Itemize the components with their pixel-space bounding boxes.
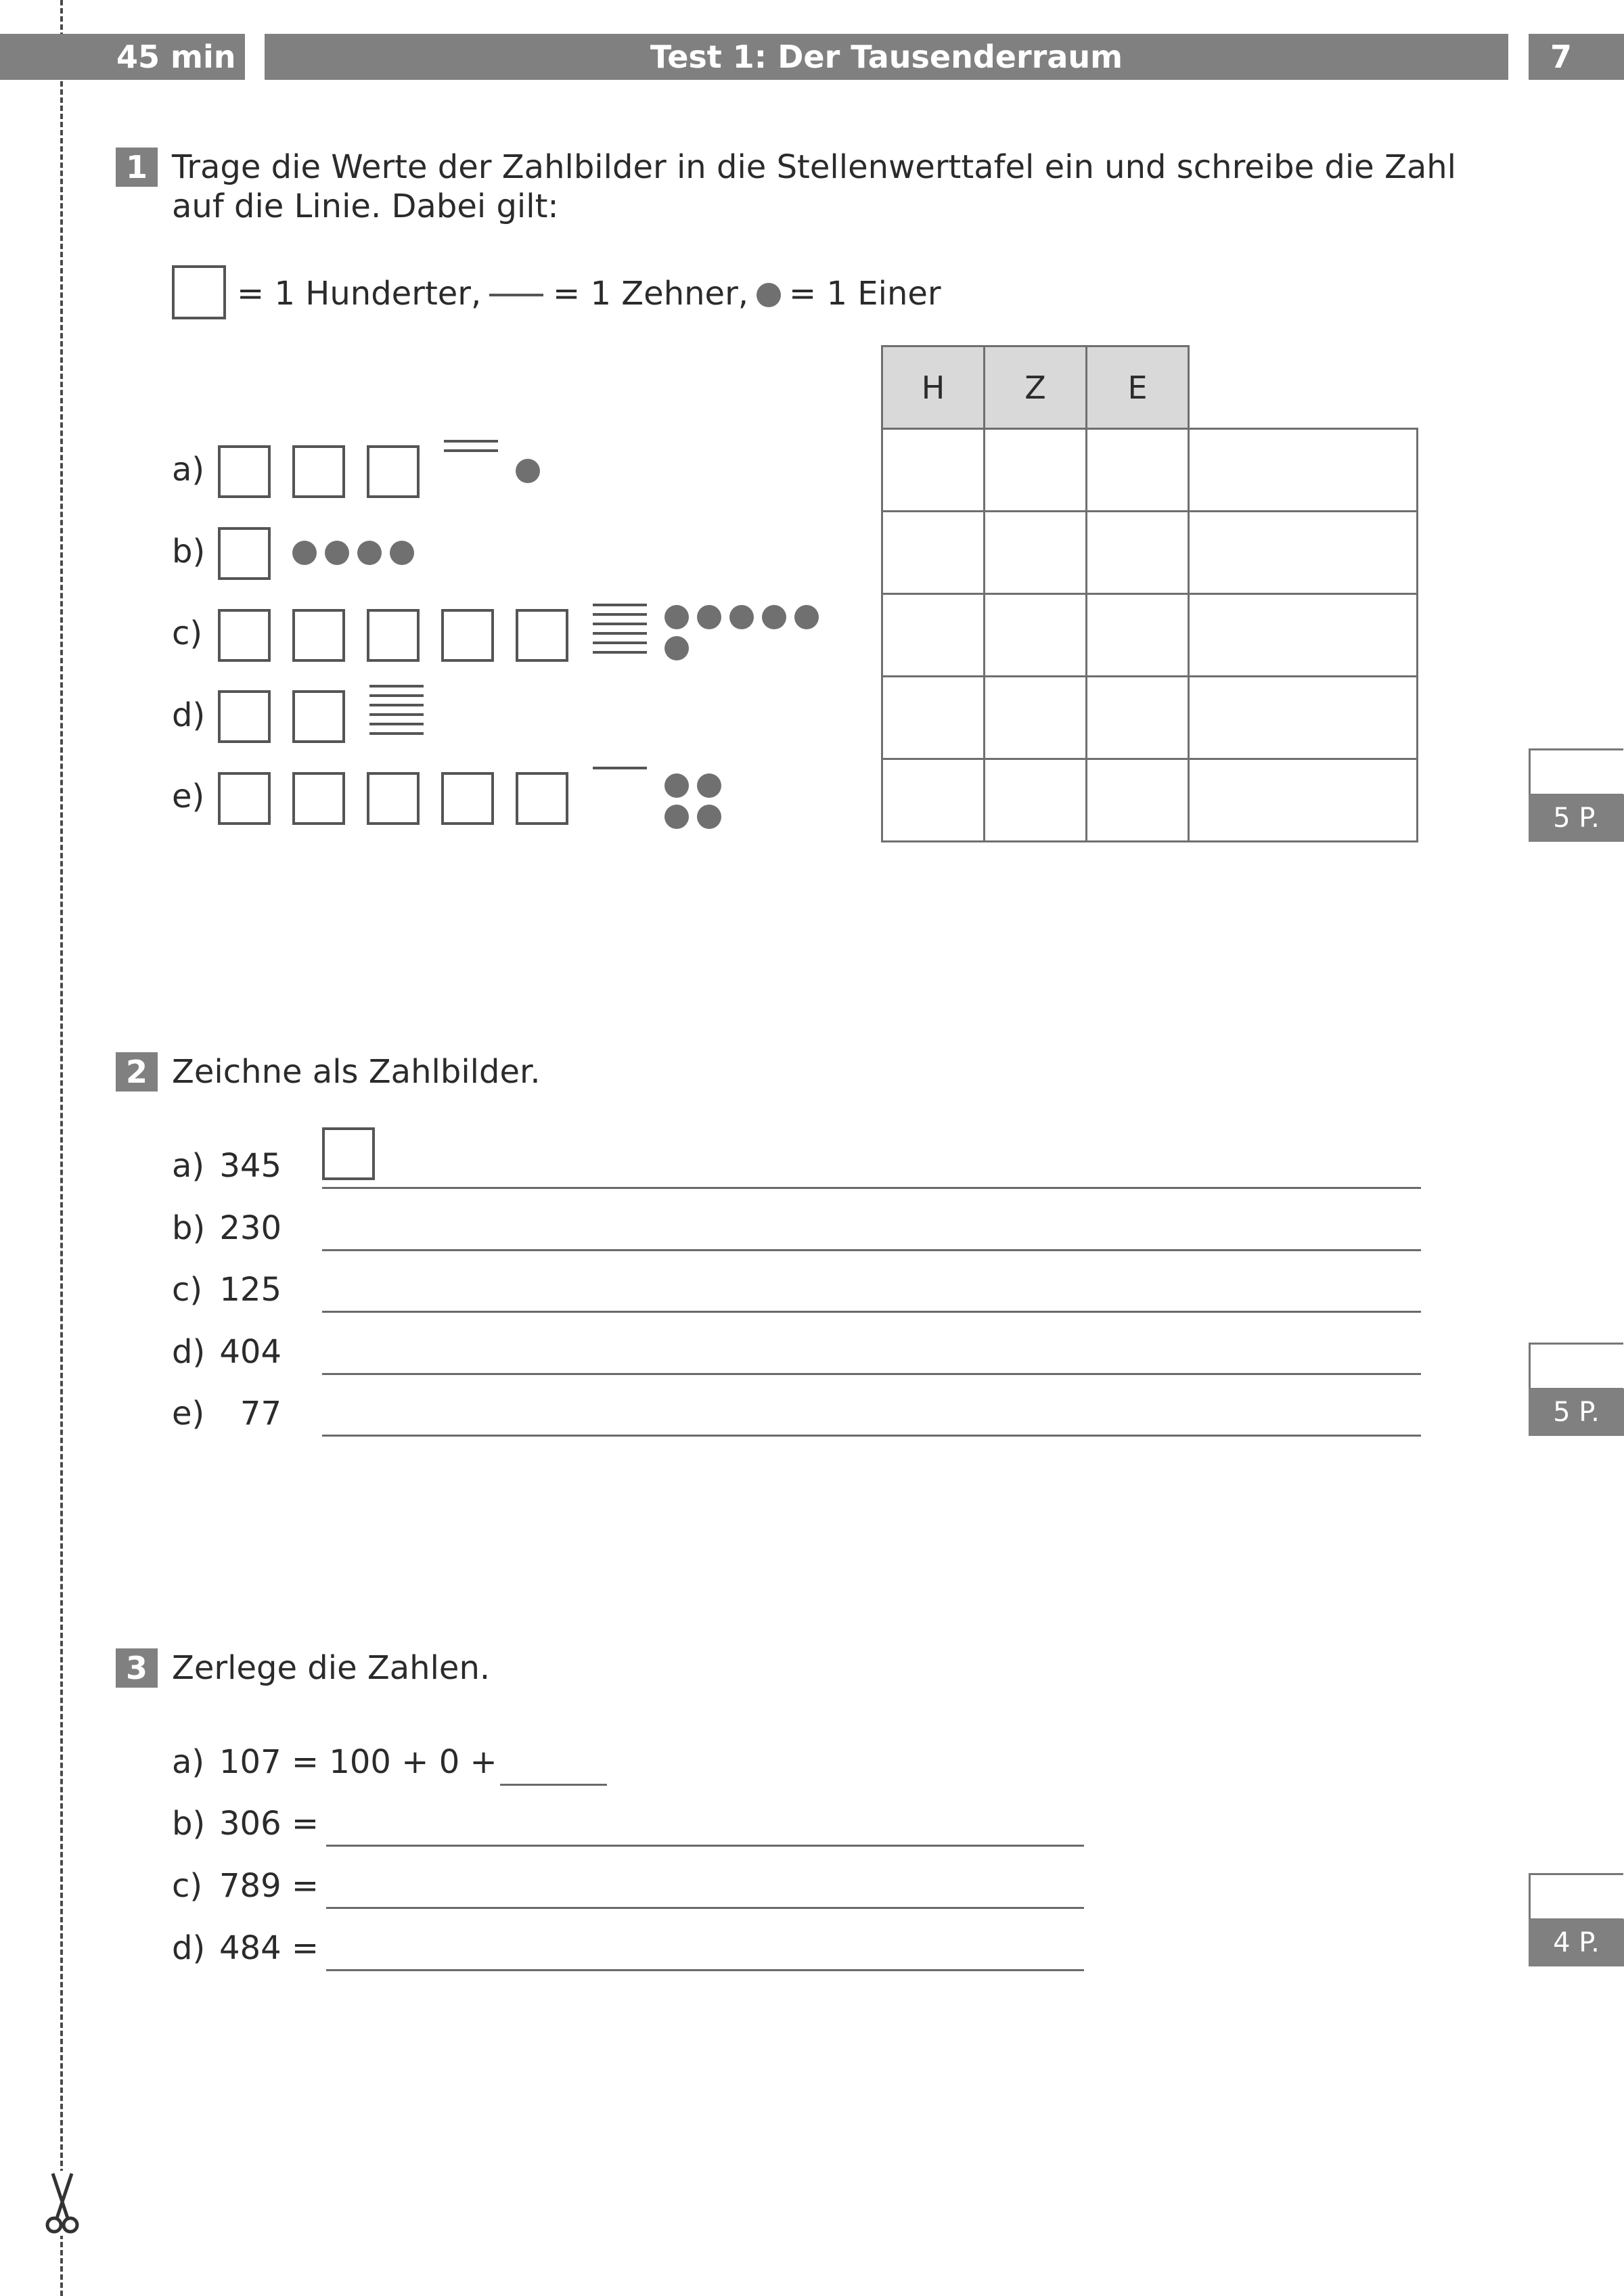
one-dot-icon	[325, 541, 349, 565]
hundred-square-icon	[292, 609, 345, 662]
ten-bar-icon	[593, 767, 647, 769]
cell-number[interactable]	[1189, 677, 1418, 759]
ten-bar-icon	[369, 732, 424, 735]
task2-value-b: 230	[219, 1209, 281, 1247]
answer-line[interactable]	[322, 1187, 1421, 1189]
cell-h[interactable]	[882, 677, 985, 759]
task3-text-b: 306 =	[219, 1805, 319, 1843]
one-dot-icon	[664, 636, 689, 660]
answer-line[interactable]	[326, 1845, 1084, 1847]
table-header-e: E	[1087, 346, 1189, 429]
task2-label-b: b)	[172, 1209, 206, 1247]
cell-number[interactable]	[1189, 594, 1418, 677]
hundred-square-icon	[218, 445, 271, 498]
task2-label-c: c)	[172, 1271, 203, 1309]
header-time: 45 min	[116, 39, 236, 75]
cell-z[interactable]	[985, 759, 1087, 842]
table-row	[882, 677, 1418, 759]
task-number-1: 1	[116, 148, 158, 187]
answer-line[interactable]	[322, 1249, 1421, 1251]
cell-z[interactable]	[985, 429, 1087, 512]
ten-bar-icon	[593, 604, 647, 606]
cell-number[interactable]	[1189, 512, 1418, 594]
task3-label-b: b)	[172, 1805, 206, 1843]
page-number: 7	[1550, 39, 1573, 75]
points-label: 5 P.	[1529, 1389, 1624, 1436]
one-dot-icon	[697, 605, 721, 629]
ten-bar-icon	[369, 723, 424, 725]
one-dot-icon	[516, 459, 540, 483]
cell-number[interactable]	[1189, 759, 1418, 842]
one-dot-icon	[762, 605, 786, 629]
place-value-table	[881, 345, 1418, 842]
hundred-square-icon	[292, 772, 345, 825]
ten-bar-icon	[369, 685, 424, 688]
one-dot-icon	[664, 773, 689, 798]
answer-line[interactable]	[500, 1784, 607, 1786]
cell-z[interactable]	[985, 594, 1087, 677]
hundred-square-icon	[292, 690, 345, 743]
ten-bar-icon	[593, 632, 647, 635]
one-dot-icon	[664, 805, 689, 829]
hundred-square-icon	[218, 690, 271, 743]
hundred-square-icon	[218, 527, 271, 580]
points-label: 4 P.	[1529, 1919, 1624, 1966]
points-label: 5 P.	[1529, 794, 1624, 842]
cell-e[interactable]	[1087, 429, 1189, 512]
ten-bar-icon	[593, 651, 647, 654]
ten-bar-icon	[369, 713, 424, 716]
hundred-square-icon	[441, 772, 494, 825]
scissors-icon	[41, 2171, 84, 2236]
legend-tens: = 1 Zehner,	[553, 275, 749, 313]
task3-text-d: 484 =	[219, 1929, 319, 1967]
ten-bar-icon	[593, 623, 647, 625]
ten-bar-icon	[593, 613, 647, 616]
hundred-square-icon	[172, 265, 226, 319]
task2-value-c: 125	[219, 1271, 281, 1309]
header-time-bar	[0, 34, 245, 80]
task1-label-a: a)	[172, 451, 205, 489]
cell-e[interactable]	[1087, 512, 1189, 594]
legend-ones: = 1 Einer	[789, 275, 941, 313]
answer-line[interactable]	[322, 1311, 1421, 1313]
cell-e[interactable]	[1087, 594, 1189, 677]
task1-label-e: e)	[172, 778, 205, 815]
task2-instruction: Zeichne als Zahlbilder.	[172, 1053, 541, 1091]
hundred-square-icon	[218, 772, 271, 825]
one-dot-icon	[292, 541, 317, 565]
one-dot-icon	[697, 773, 721, 798]
table-header-h: H	[882, 346, 985, 429]
table-row	[882, 429, 1418, 512]
task1-instruction-line1: Trage die Werte der Zahlbilder in die Stellenwerttafel ein und schreibe die Zahl	[172, 148, 1457, 186]
task3-instruction: Zerlege die Zahlen.	[172, 1649, 491, 1687]
cell-e[interactable]	[1087, 677, 1189, 759]
cell-h[interactable]	[882, 429, 985, 512]
hundred-square-icon	[441, 609, 494, 662]
task3-text-c: 789 =	[219, 1867, 319, 1905]
one-dot-icon	[357, 541, 382, 565]
task3-text-a: 107 = 100 + 0 +	[219, 1743, 497, 1781]
cell-h[interactable]	[882, 512, 985, 594]
one-dot-icon	[390, 541, 414, 565]
ten-bar-icon	[369, 694, 424, 697]
task2-value-a: 345	[219, 1147, 281, 1185]
task1-label-b: b)	[172, 533, 206, 570]
task2-label-a: a)	[172, 1147, 205, 1185]
task3-label-c: c)	[172, 1867, 203, 1905]
one-dot-icon	[729, 605, 754, 629]
task1-label-c: c)	[172, 614, 203, 652]
task3-label-d: d)	[172, 1929, 206, 1967]
ten-bar-icon	[489, 294, 543, 296]
task1-instruction-line2: auf die Linie. Dabei gilt:	[172, 187, 559, 225]
points-input[interactable]	[1529, 748, 1623, 796]
answer-line[interactable]	[326, 1969, 1084, 1971]
hundred-square-icon	[367, 772, 420, 825]
task2-label-e: e)	[172, 1395, 205, 1433]
task-number-3: 3	[116, 1648, 158, 1688]
cell-e[interactable]	[1087, 759, 1189, 842]
one-dot-icon	[794, 605, 819, 629]
answer-line[interactable]	[326, 1907, 1084, 1909]
ten-bar-icon	[444, 449, 498, 452]
cut-line	[60, 0, 63, 2296]
legend-hundreds: = 1 Hunderter,	[237, 275, 482, 313]
points-box-task2	[1529, 1343, 1624, 1436]
hundred-square-icon	[367, 445, 420, 498]
one-dot-icon	[757, 283, 781, 307]
task2-value-d: 404	[219, 1333, 281, 1371]
table-row	[882, 594, 1418, 677]
one-dot-icon	[664, 605, 689, 629]
cell-h[interactable]	[882, 594, 985, 677]
header-page-bar	[1529, 34, 1624, 80]
task2-value-e: 77	[240, 1395, 281, 1433]
cell-number[interactable]	[1189, 429, 1418, 512]
header-title: Test 1: Der Tausenderraum	[650, 39, 1123, 75]
cell-z[interactable]	[985, 677, 1087, 759]
answer-line[interactable]	[322, 1373, 1421, 1375]
hundred-square-icon	[292, 445, 345, 498]
ten-bar-icon	[369, 704, 424, 706]
task2-label-d: d)	[172, 1333, 206, 1371]
ten-bar-icon	[444, 440, 498, 443]
points-input[interactable]	[1529, 1873, 1623, 1920]
points-input[interactable]	[1529, 1343, 1623, 1390]
hundred-square-icon	[516, 772, 568, 825]
hundred-square-icon	[367, 609, 420, 662]
task1-label-d: d)	[172, 696, 206, 734]
table-row	[882, 512, 1418, 594]
one-dot-icon	[697, 805, 721, 829]
hundred-square-icon	[322, 1127, 375, 1180]
hundred-square-icon	[218, 609, 271, 662]
task3-label-a: a)	[172, 1743, 205, 1781]
table-row	[882, 759, 1418, 842]
table-header-z: Z	[985, 346, 1087, 429]
cell-z[interactable]	[985, 512, 1087, 594]
ten-bar-icon	[593, 641, 647, 644]
cell-h[interactable]	[882, 759, 985, 842]
points-box-task3	[1529, 1873, 1624, 1966]
points-box-task1	[1529, 748, 1624, 842]
hundred-square-icon	[516, 609, 568, 662]
answer-line[interactable]	[322, 1435, 1421, 1437]
task-number-2: 2	[116, 1052, 158, 1091]
header-title-bar	[265, 34, 1508, 80]
